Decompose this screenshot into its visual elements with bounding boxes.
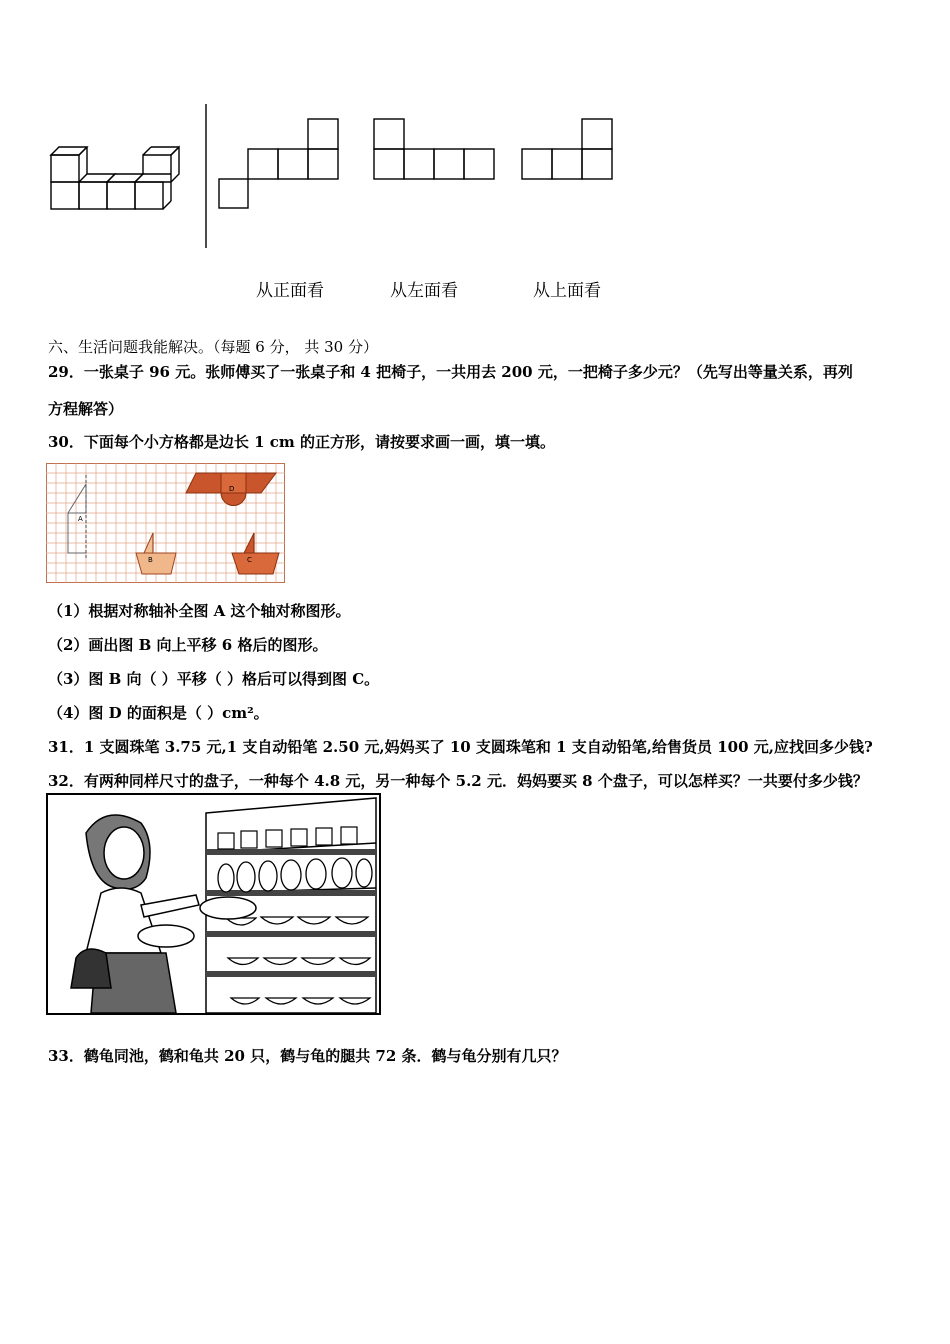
top-view-label: 从上面看 (533, 281, 601, 301)
grid-figure (46, 463, 286, 583)
section-heading: 六、生活问题我能解决。（每题 6 分， 共 30 分） (48, 338, 378, 356)
divider-line (205, 104, 207, 248)
question-31: 31．1 支圆珠笔 3.75 元,1 支自动铅笔 2.50 元,妈妈买了 10 支圆珠笔和 1 支自动铅笔,给售货员 100 元,应找回多少钱? (48, 738, 873, 756)
question-30-sub1: （1）根据对称轴补全图 A 这个轴对称图形。 (48, 602, 351, 620)
left-view-shape (373, 118, 495, 180)
question-30-stem: 30．下面每个小方格都是边长 1 cm 的正方形，请按要求画一画，填一填。 (48, 433, 555, 451)
shopping-illustration (46, 793, 382, 1016)
question-29-line1: 29．一张桌子 96 元。张师傅买了一张桌子和 4 把椅子，一共用去 200 元，一把椅子多少元？（先写出等量关系，再列 (48, 363, 853, 381)
figure-d-label: D (229, 485, 235, 493)
question-33: 33．鹤龟同池，鹤和龟共 20 只，鹤与龟的腿共 72 条．鹤与龟分别有几只？ (48, 1047, 567, 1065)
figure-b-label: B (148, 556, 153, 564)
left-view-label: 从左面看 (390, 281, 458, 301)
top-view-shape (521, 118, 614, 180)
question-29-line2: 方程解答） (48, 400, 124, 418)
cube-solid-figure (48, 150, 188, 212)
question-30-sub3: （3）图 B 向（ ）平移（ ）格后可以得到图 C。 (48, 670, 380, 688)
question-32: 32．有两种同样尺寸的盘子，一种每个 4.8 元，另一种每个 5.2 元．妈妈要买 8 个盘子，可以怎样买？一共要付多少钱？ (48, 772, 868, 790)
question-30-sub2: （2）画出图 B 向上平移 6 格后的图形。 (48, 636, 328, 654)
front-view-label: 从正面看 (256, 281, 324, 301)
figure-c-label: C (247, 556, 252, 564)
front-view-shape (218, 118, 340, 210)
figure-a-label: A (78, 515, 83, 523)
question-30-sub4: （4）图 D 的面积是（ ）cm²。 (48, 704, 269, 722)
